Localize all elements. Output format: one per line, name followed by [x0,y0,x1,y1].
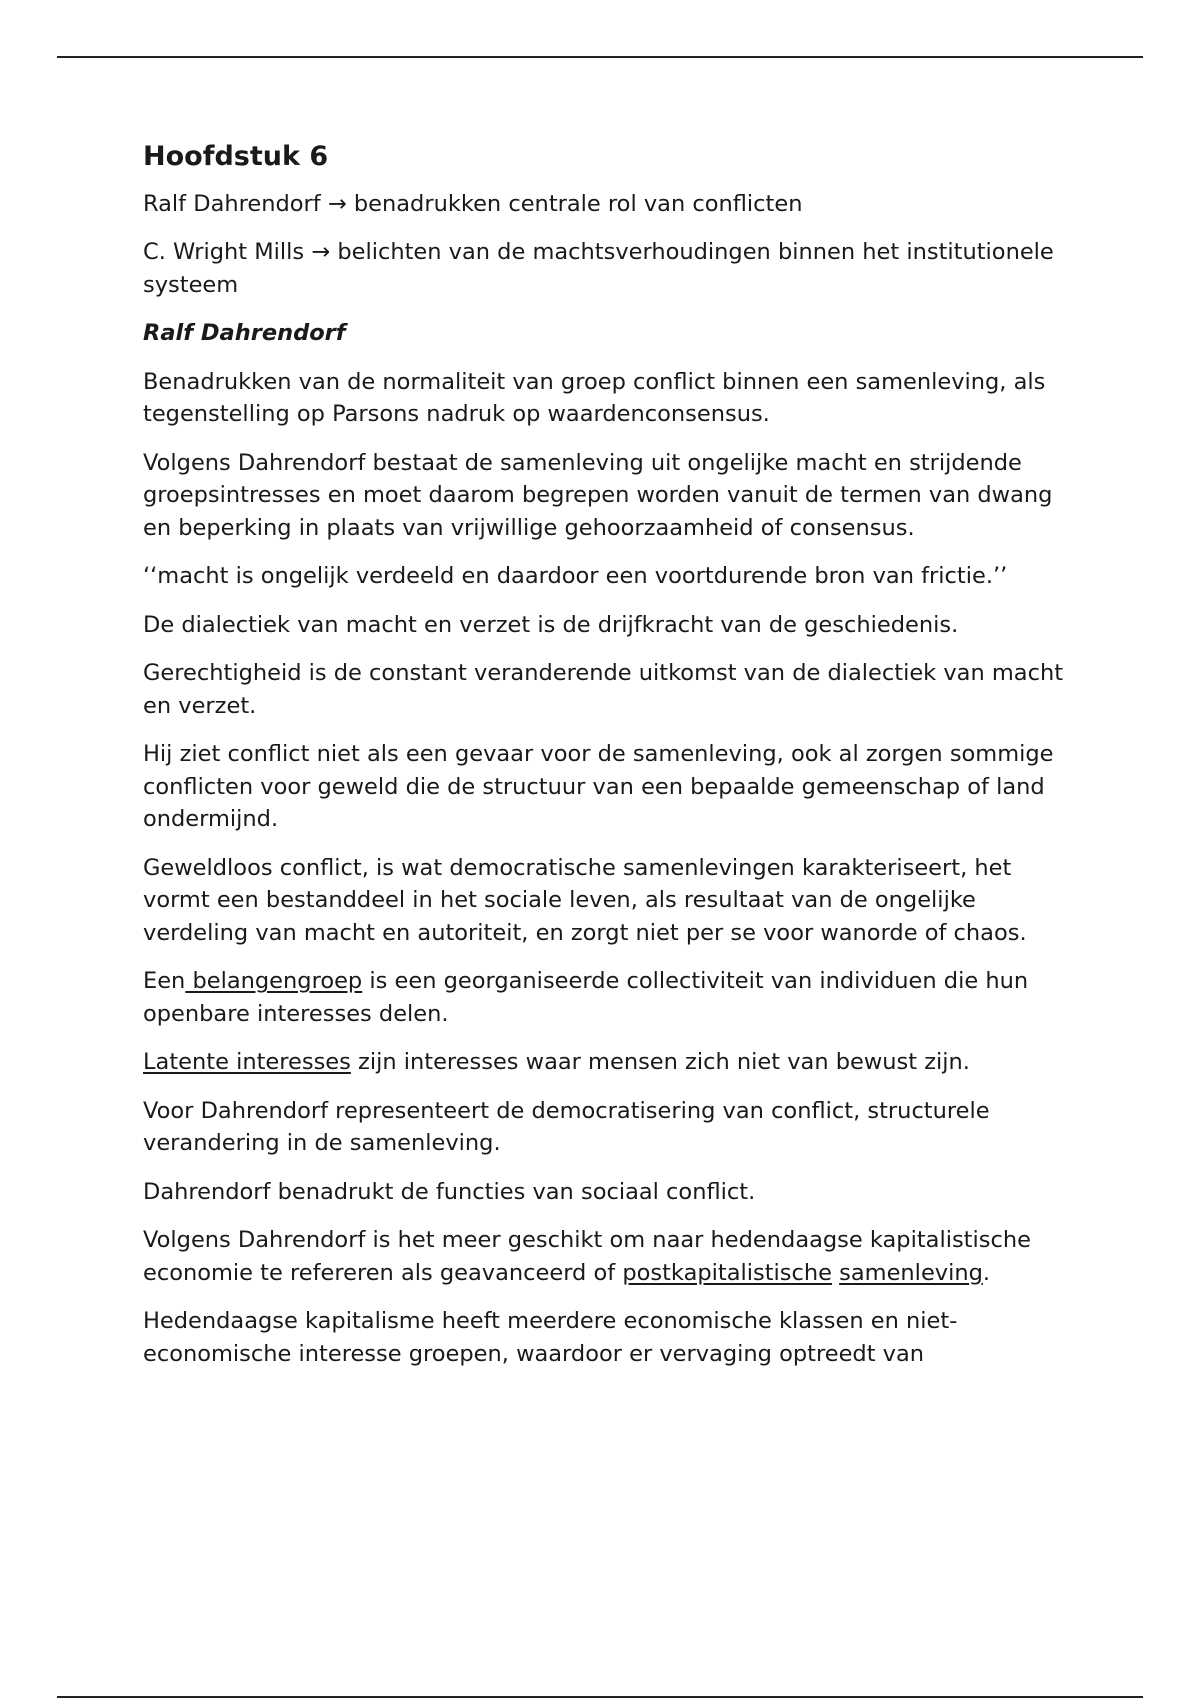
term-samenleving: samenleving [839,1259,983,1286]
paragraph-latente-interesses [143,1046,1073,1079]
document-body [143,138,1073,1386]
paragraph-conflict-gevaar: Hij ziet conflict niet als een gevaar voor de samenleving, ook al zorgen sommige conflicten voor geweld die de structuur van een bepaalde gemeenschap of land ondermijnd. [143,741,1054,833]
header-rule [57,56,1143,58]
paragraph-belangengroep [143,965,1073,1030]
text-segment: zijn interesses waar mensen zich niet van bewust zijn. [350,1049,970,1076]
section-heading: Ralf Dahrendorf [143,320,346,347]
term-belangengroep: belangengroep [185,968,363,995]
term-latente-interesses: Latente interesses [143,1049,351,1076]
paragraph-gerechtigheid: Gerechtigheid is de constant veranderende uitkomst van de dialectiek van macht en verzet. [143,660,1064,719]
paragraph-functies-conflict: Dahrendorf benadrukt de functies van sociaal conflict. [143,1178,756,1205]
paragraph-normaliteit: Benadrukken van de normaliteit van groep conflict binnen een samenleving, als tegenstelling op Parsons nadruk op waardenconsensus. [143,368,1046,428]
term-postkapitalistische: postkapitalistische [622,1259,832,1286]
intro-dahrendorf: Ralf Dahrendorf → benadrukken centrale rol van conflicten [143,190,803,217]
chapter-title: Hoofdstuk 6 [143,141,329,172]
text-segment: . [982,1259,991,1286]
paragraph-hedendaags-kapitalisme: Hedendaagse kapitalisme heeft meerdere economische klassen en niet-economische interesse groepen, waardoor er vervaging optreedt van [143,1308,958,1367]
paragraph-postkapitalistisch [143,1224,1073,1289]
intro-mills: C. Wright Mills → belichten van de machtsverhoudingen binnen het institutionele systeem [143,239,1054,298]
text-segment: is een georganiseerde collectiviteit van individuen die hun openbare interesses delen. [143,968,1029,1027]
paragraph-quote: ‘‘macht is ongelijk verdeeld en daardoor een voortdurende bron van frictie.’’ [143,563,1008,590]
paragraph-democratisering: Voor Dahrendorf representeert de democratisering van conflict, structurele verandering in de samenleving. [143,1097,990,1157]
text-segment: Een [143,968,186,995]
paragraph-geweldloos-conflict: Geweldloos conflict, is wat democratische samenlevingen karakteriseert, het vormt een bestanddeel in het sociale leven, als resultaat van de ongelijke verdeling van macht en autoriteit, en zorgt niet per se voor wanorde of chaos. [143,854,1027,946]
paragraph-dialectiek: De dialectiek van macht en verzet is de drijfkracht van de geschiedenis. [143,611,959,638]
paragraph-ongelijke-macht: Volgens Dahrendorf bestaat de samenleving uit ongelijke macht en strijdende groepsintresses en moet daarom begrepen worden vanuit de termen van dwang en beperking in plaats van vrijwillige gehoorzaamheid of consensus. [143,449,1053,541]
footer-rule [57,1696,1143,1698]
text-segment: Volgens Dahrendorf is het meer geschikt om naar hedendaagse kapitalistische economie te refereren als geavanceerd of [143,1227,1031,1286]
